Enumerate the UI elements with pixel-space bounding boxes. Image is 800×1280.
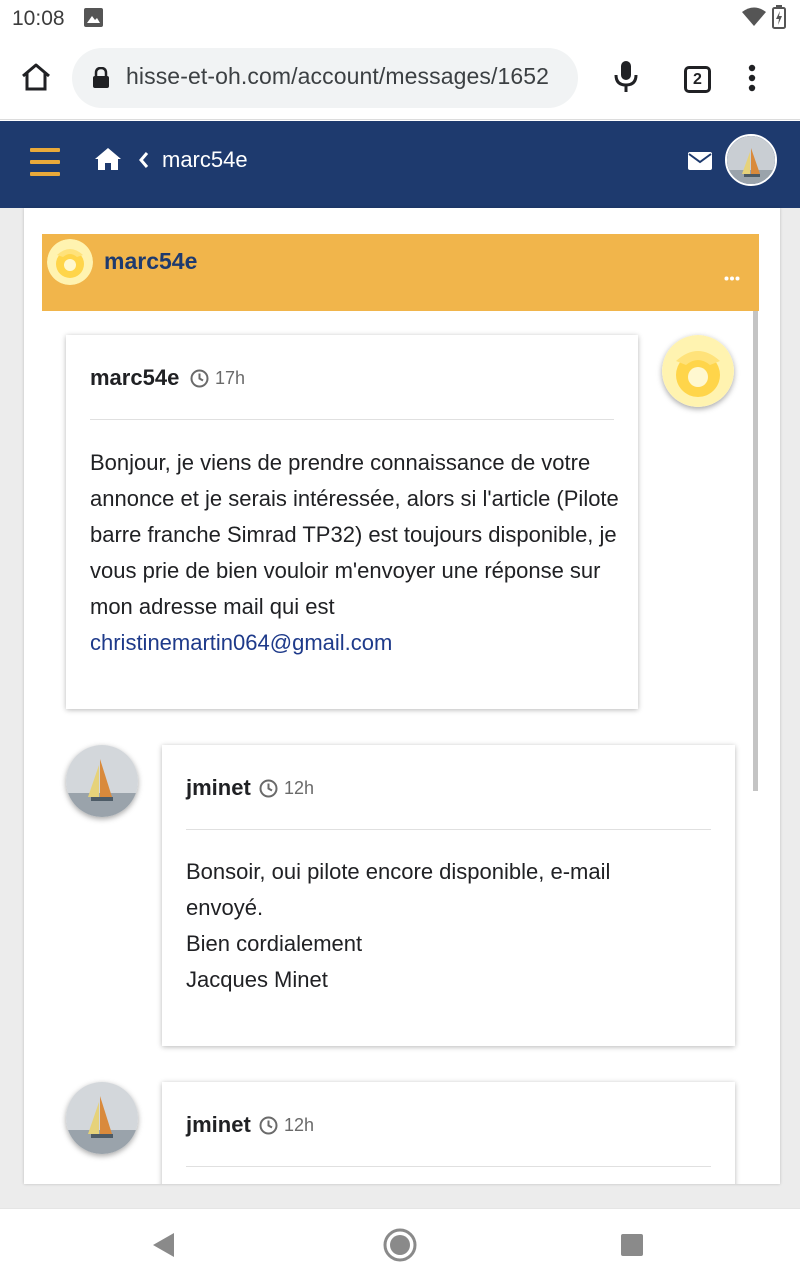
mail-icon[interactable] xyxy=(688,152,712,175)
microphone-icon[interactable] xyxy=(612,60,640,99)
scrollbar[interactable] xyxy=(753,311,758,791)
message-divider xyxy=(186,829,711,830)
home-icon[interactable] xyxy=(94,147,122,176)
status-bar xyxy=(0,0,800,38)
chevron-left-icon[interactable] xyxy=(138,151,150,174)
back-icon[interactable] xyxy=(152,1232,176,1263)
status-time: 10:08 xyxy=(12,7,65,30)
system-navigation-bar xyxy=(0,1208,800,1280)
browser-menu-icon[interactable] xyxy=(748,64,756,97)
url-text[interactable]: hisse-et-oh.com/account/messages/1652 xyxy=(126,63,550,89)
sender-avatar[interactable] xyxy=(66,1082,138,1154)
browser-home-icon[interactable] xyxy=(20,62,52,97)
message-time-text: 12h xyxy=(284,778,315,798)
more-options-icon[interactable] xyxy=(724,268,740,286)
message-line: Bien cordialement xyxy=(186,931,363,956)
message-author[interactable]: marc54e xyxy=(90,365,180,390)
wifi-icon xyxy=(742,7,766,32)
message-bubble xyxy=(162,1082,735,1184)
conversation-title[interactable]: marc54e xyxy=(104,248,198,274)
message-timestamp xyxy=(190,368,245,389)
message-time-text: 17h xyxy=(215,368,246,388)
message-bubble xyxy=(162,745,735,1046)
clock-icon xyxy=(259,779,278,798)
home-nav-icon[interactable] xyxy=(382,1227,418,1268)
message-text xyxy=(90,445,620,661)
message-bubble xyxy=(66,335,638,709)
message-line: Bonsoir, oui pilote encore disponible, e-mail envoyé. xyxy=(186,859,611,920)
message-author[interactable]: jminet xyxy=(186,1112,251,1137)
address-bar[interactable] xyxy=(72,48,578,108)
message-divider xyxy=(186,1166,711,1167)
site-header xyxy=(0,121,800,208)
user-avatar[interactable] xyxy=(725,134,777,186)
breadcrumb-conversation-name[interactable]: marc54e xyxy=(162,147,248,172)
battery-charging-icon xyxy=(772,5,786,34)
image-notification-icon xyxy=(84,8,103,32)
sender-avatar[interactable] xyxy=(662,335,734,407)
message-timestamp xyxy=(259,778,314,799)
conversation-header xyxy=(42,234,759,311)
message-author[interactable]: jminet xyxy=(186,775,251,800)
lock-icon xyxy=(92,67,110,94)
message-text xyxy=(186,854,686,998)
clock-icon xyxy=(190,369,209,388)
sender-avatar[interactable] xyxy=(66,745,138,817)
message-timestamp xyxy=(259,1115,314,1136)
email-link[interactable]: christinemartin064@gmail.com xyxy=(90,630,393,655)
conversation-card xyxy=(24,208,780,1184)
conversation-avatar[interactable] xyxy=(47,239,93,285)
recent-apps-icon[interactable] xyxy=(621,1234,643,1256)
message-line: Jacques Minet xyxy=(186,967,328,992)
clock-icon xyxy=(259,1116,278,1135)
hamburger-menu-icon[interactable] xyxy=(30,148,60,176)
browser-toolbar xyxy=(0,38,800,120)
message-body: Bonjour, je viens de prendre connaissance de votre annonce et je serais intéressée, alors si l'article (Pilote barre franche Simrad TP32) est toujours disponible, je vous prie de bien vouloir m'envoyer une réponse sur mon adresse mail qui est xyxy=(90,450,619,619)
tab-switcher-button[interactable]: 2 xyxy=(684,66,711,93)
message-divider xyxy=(90,419,614,420)
message-time-text: 12h xyxy=(284,1115,315,1135)
